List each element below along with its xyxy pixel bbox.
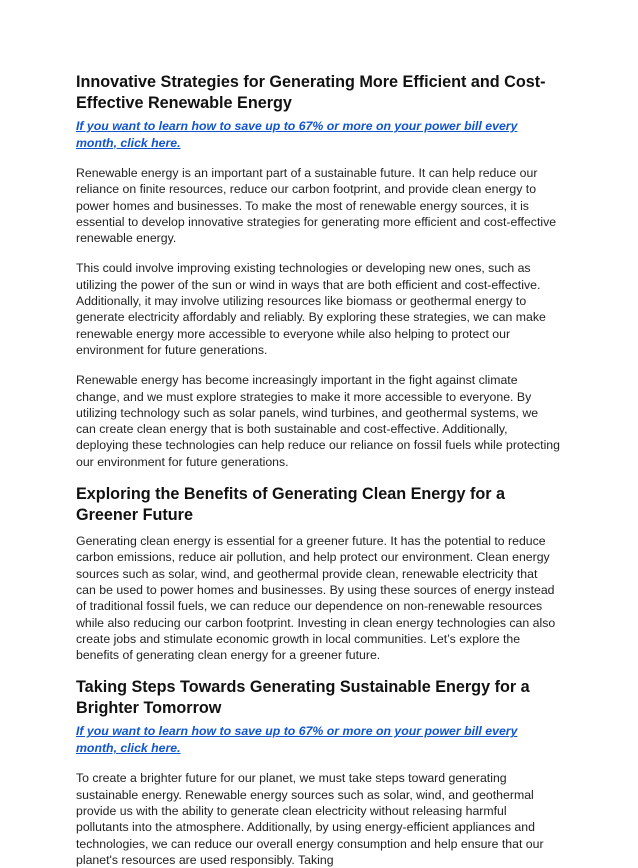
section-3 [76, 677, 560, 868]
section-3-heading: Taking Steps Towards Generating Sustainable Energy for a Brighter Tomorrow [76, 678, 530, 718]
section-1-paragraph-3: Renewable energy has become increasingly important in the fight against climate change, and we must explore strategies to make it more accessible to everyone. By utilizing technology such as solar panels, wind turbines, and geothermal systems, we can create clean energy that is both sustainable and cost-effective. Additionally, deploying these technologies can help reduce our reliance on fossil fuels while protecting our environment for future generations. [76, 373, 560, 469]
power-bill-link-2[interactable]: If you want to learn how to save up to 67% or more on your power bill every month, click here. [76, 724, 518, 755]
section-1-paragraph-1: Renewable energy is an important part of a sustainable future. It can help reduce our reliance on finite resources, reduce our carbon footprint, and provide clean energy to power homes and businesses. To make the most of renewable energy sources, it is essential to develop innovative strategies for generating more efficient and cost-effective renewable energy. [76, 166, 557, 246]
section-2-heading: Exploring the Benefits of Generating Clean Energy for a Greener Future [76, 485, 506, 525]
section-2 [76, 484, 560, 663]
section-1-paragraph-2: This could involve improving existing technologies or developing new ones, such as utilizing the power of the sun or wind in ways that are both efficient and cost-effective. Additionally, it may involve utilizing resources like biomass or geothermal energy to generate electricity affordably and reliably. By exploring these strategies, we can make renewable energy more accessible to everyone while also helping to protect our environment for future generations. [76, 261, 546, 357]
power-bill-link-1[interactable]: If you want to learn how to save up to 67% or more on your power bill every month, click here. [76, 119, 518, 150]
section-1-heading: Innovative Strategies for Generating More Efficient and Cost-Effective Renewable Energy [76, 73, 546, 112]
section-3-paragraph-1: To create a brighter future for our planet, we must take steps toward generating sustainable energy. Renewable energy sources such as solar, wind, and geothermal provide us with the ability to generate clean electricity without releasing harmful pollutants into the atmosphere. Additionally, by using energy-efficient appliances and technologies, we can reduce our overall energy consumption and help ensure that our planet's resources are used responsibly. Taking [76, 771, 544, 867]
section-2-paragraph-1: Generating clean energy is essential for a greener future. It has the potential to reduce carbon emissions, reduce air pollution, and help protect our environment. Clean energy sources such as solar, wind, and geothermal provide clean, renewable electricity that can be used to power homes and businesses. By using these sources of energy instead of traditional fossil fuels, we can reduce our dependence on non-renewable resources while also reducing our carbon footprint. Investing in clean energy technologies can also create jobs and stimulate economic growth in local communities. Let’s explore the benefits of generating clean energy for a greener future. [76, 534, 556, 663]
